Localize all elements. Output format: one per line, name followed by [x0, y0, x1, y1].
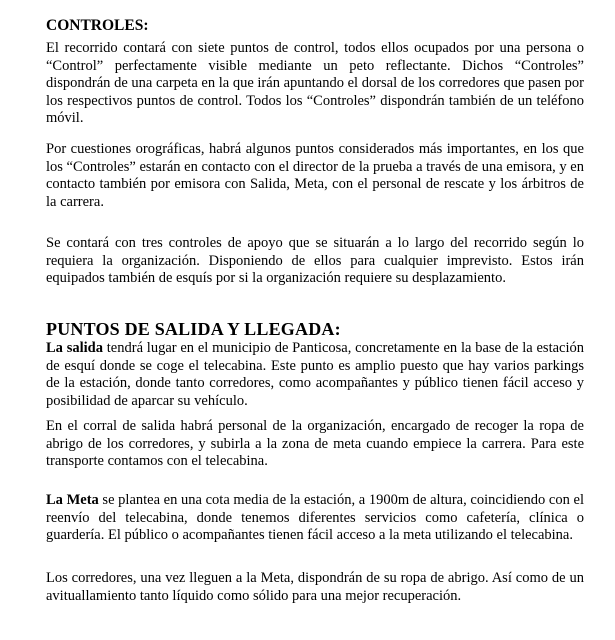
paragraph-meta — [46, 492, 584, 545]
paragraph-controles-apoyo: Se contará con tres controles de apoyo que se situarán a lo largo del recorrido según lo requiera la organización. Disponiendo de ellos para cualquier imprevisto. Estos irán equipados también de esquís por si la organización requiere su desplazamiento. — [46, 235, 584, 287]
meta-label: La Meta — [46, 492, 99, 508]
heading-controles: CONTROLES: — [46, 17, 149, 34]
paragraph-corredores-meta: Los corredores, una vez lleguen a la Meta, dispondrán de su ropa de abrigo. Así como de un avituallamiento tanto líquido como sólido para una mejor recuperación. — [46, 570, 584, 604]
heading-puntos-salida-llegada: PUNTOS DE SALIDA Y LLEGADA: — [46, 319, 341, 339]
paragraph-puntos-control: El recorrido contará con siete puntos de control, todos ellos ocupados por una persona o “Control” perfectamente visible mediante un peto reflectante. Dichos “Controles” dispondrán de una carpeta en la que irán apuntando el dorsal de los corredores que pasen por los respectivos puntos de control. Todos los “Controles” dispondrán también de un teléfono móvil. — [46, 40, 584, 127]
salida-text: tendrá lugar en el municipio de Panticosa, concretamente en la base de la estación de esquí donde se coge el telecabina. Este punto es amplio puesto que hay varios parkings de la estación, donde tanto corredores, como acompañantes y público tienen fácil acceso y posibilidad de aparcar su vehículo. — [46, 340, 584, 409]
paragraph-corral-salida: En el corral de salida habrá personal de la organización, encargado de recoger la ropa de abrigo de los corredores, y subirla a la zona de meta cuando empiece la carrera. Para este transporte contamos con el telecabina. — [46, 418, 584, 470]
meta-text: se plantea en una cota media de la estación, a 1900m de altura, coincidiendo con el reenvío del telecabina, donde tenemos diferentes servicios como cafetería, clínica o guardería. El público o acompañantes tienen fácil acceso a la meta utilizando el telecabina. — [46, 492, 584, 544]
salida-label: La salida — [46, 340, 103, 356]
paragraph-salida — [46, 340, 584, 410]
paragraph-orograficas: Por cuestiones orográficas, habrá algunos puntos considerados más importantes, en los que los “Controles” estarán en contacto con el director de la prueba a través de una emisora, y en contacto también por emisora con Salida, Meta, con el personal de rescate y los árbitros de la carrera. — [46, 141, 584, 210]
